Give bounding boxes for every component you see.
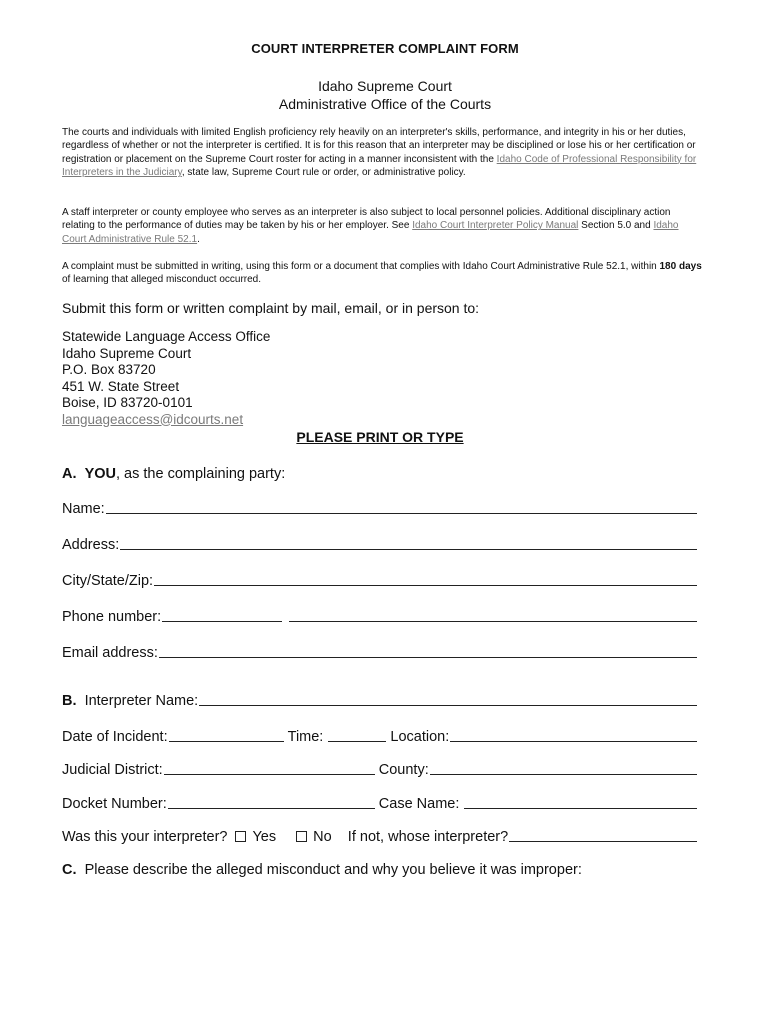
intro-paragraph-1: The courts and individuals with limited English proficiency rely heavily on an interpreter's skills, performance, and integrity in his or her duties, regardless of whether or not the interpreter is certified. It is for this reason that an interpreter may be disciplined or lose his or her certification or registration or placement on the Supreme Court roster for acting in a manner inconsistent with the Idaho Code of Professional Responsibility for Interpreters in the Judiciary, state law, Supreme Court rule or order, or administrative policy.: [62, 127, 697, 179]
email-field[interactable]: Email address:: [62, 641, 697, 661]
city-state-zip-field[interactable]: City/State/Zip:: [62, 569, 697, 589]
phone-field[interactable]: Phone number:: [62, 605, 697, 625]
address-field[interactable]: Address:: [62, 533, 697, 553]
phone-input-line-2[interactable]: [289, 621, 697, 622]
address-input-line[interactable]: [120, 549, 697, 550]
section-a-heading: A. YOU , as the complaining party:: [62, 466, 286, 482]
name-input-line[interactable]: [106, 513, 697, 514]
incident-row: Date of Incident: Time: Location:: [62, 725, 697, 745]
docket-row: Docket Number: Case Name:: [62, 792, 697, 812]
interpreter-name-field[interactable]: B. Interpreter Name:: [62, 689, 697, 709]
submit-instructions: Submit this form or written complaint by mail, email, or in person to:: [62, 300, 480, 316]
case-name-input-line[interactable]: [464, 808, 697, 809]
docket-input-line[interactable]: [168, 808, 375, 809]
admin-rule-link[interactable]: Idaho Court Administrative Rule 52.1: [62, 220, 679, 245]
intro-paragraph-2: A staff interpreter or county employee who serves as an interpreter is also subject to local personnel policies. Additional disciplinary action relating to the performance of duties may be taken by his or her employer. See Idaho Court Interpreter Policy Manual Section 5.0 and Idaho Court Administrative Rule 52.1.: [62, 207, 679, 245]
address-line: Statewide Language Access Office: [62, 329, 271, 344]
phone-input-line-1[interactable]: [162, 621, 282, 622]
form-title: COURT INTERPRETER COMPLAINT FORM: [251, 41, 519, 56]
email-input-line[interactable]: [159, 657, 697, 658]
mailing-address: [62, 329, 270, 428]
district-row: Judicial District: County:: [62, 758, 697, 778]
your-interpreter-row: Was this your interpreter? Yes No If not, whose interpreter?: [62, 825, 697, 845]
location-input-line[interactable]: [450, 741, 697, 742]
county-input-line[interactable]: [430, 774, 697, 775]
no-checkbox[interactable]: [296, 831, 307, 842]
section-c-heading: C. Please describe the alleged misconduct and why you believe it was improper:: [62, 862, 582, 878]
interpreter-input-line[interactable]: [199, 705, 697, 706]
address-line: 451 W. State Street: [62, 378, 180, 394]
district-input-line[interactable]: [164, 774, 375, 775]
code-of-responsibility-link[interactable]: Idaho Code of Professional Responsibility for Interpreters in the Judiciary: [62, 153, 697, 179]
date-input-line[interactable]: [169, 741, 284, 742]
print-notice: PLEASE PRINT OR TYPE: [296, 429, 464, 445]
address-line: P.O. Box 83720: [62, 362, 156, 377]
city-input-line[interactable]: [154, 585, 697, 586]
email-link[interactable]: languageaccess@idcourts.net: [62, 411, 244, 427]
name-field[interactable]: Name:: [62, 497, 697, 517]
address-line: Idaho Supreme Court: [62, 345, 192, 361]
yes-checkbox[interactable]: [235, 831, 246, 842]
whose-interpreter-input-line[interactable]: [509, 841, 697, 842]
address-line: Boise, ID 83720-0101: [62, 395, 193, 410]
time-input-line[interactable]: [328, 741, 386, 742]
intro-paragraph-3: A complaint must be submitted in writing, using this form or a document that complies with Idaho Court Administrative Rule 52.1, within 180 days of learning that alleged misconduct occurred.: [62, 261, 702, 286]
office-name: Administrative Office of the Courts: [278, 96, 492, 112]
court-name: Idaho Supreme Court: [318, 78, 452, 94]
policy-manual-link[interactable]: Idaho Court Interpreter Policy Manual: [412, 220, 579, 232]
